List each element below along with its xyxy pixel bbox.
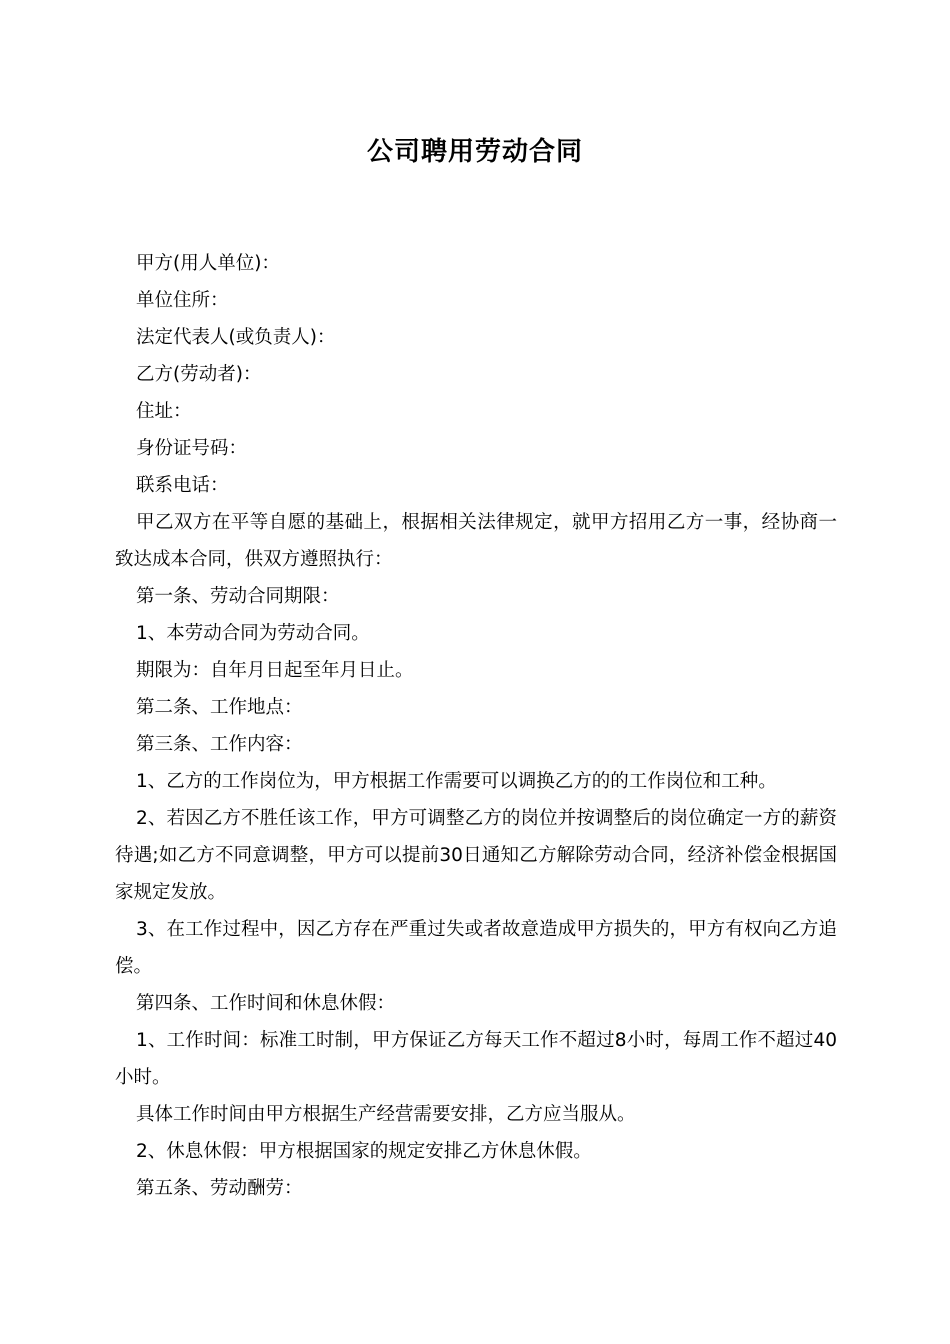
article-3-heading: 第三条、工作内容： [136,734,303,755]
article-1-item-1: 1、本劳动合同为劳动合同。 [136,623,370,644]
article-5-heading: 第五条、劳动酬劳： [136,1178,303,1199]
article-1-heading: 第一条、劳动合同期限： [136,586,340,607]
party-b-address-line: 住址： [136,401,192,422]
phone-line: 联系电话： [136,475,229,496]
document-body [115,245,837,1207]
legal-representative-line: 法定代表人(或负责人)： [136,327,336,348]
article-4-item-2: 2、休息休假：甲方根据国家的规定安排乙方休息休假。 [136,1141,592,1162]
preamble-paragraph: 甲乙双方在平等自愿的基础上，根据相关法律规定，就甲方招用乙方一事，经协商一致达成本合同，供双方遵照执行： [115,512,837,570]
article-1-term: 期限为：自年月日起至年月日止。 [136,660,414,681]
article-2-heading: 第二条、工作地点： [136,697,303,718]
article-3-item-2: 2、若因乙方不胜任该工作，甲方可调整乙方的岗位并按调整后的岗位确定一方的薪资待遇;如乙方不同意调整，甲方可以提前30日通知乙方解除劳动合同，经济补偿金根据国家规定发放。 [115,808,837,903]
id-number-line: 身份证号码： [136,438,248,459]
article-4-schedule-note: 具体工作时间由甲方根据生产经营需要安排，乙方应当服从。 [136,1104,636,1125]
article-4-item-1: 1、工作时间：标准工时制，甲方保证乙方每天工作不超过8小时，每周工作不超过40小时。 [115,1030,837,1088]
party-a-line: 甲方(用人单位)： [136,253,280,274]
article-3-item-3: 3、在工作过程中，因乙方存在严重过失或者故意造成甲方损失的，甲方有权向乙方追偿。 [115,919,837,977]
article-3-item-1: 1、乙方的工作岗位为，甲方根据工作需要可以调换乙方的的工作岗位和工种。 [136,771,777,792]
party-b-line: 乙方(劳动者)： [136,364,262,385]
article-4-heading: 第四条、工作时间和休息休假： [136,993,396,1014]
party-a-address-line: 单位住所： [136,290,229,311]
document-title: 公司聘用劳动合同 [366,137,583,167]
